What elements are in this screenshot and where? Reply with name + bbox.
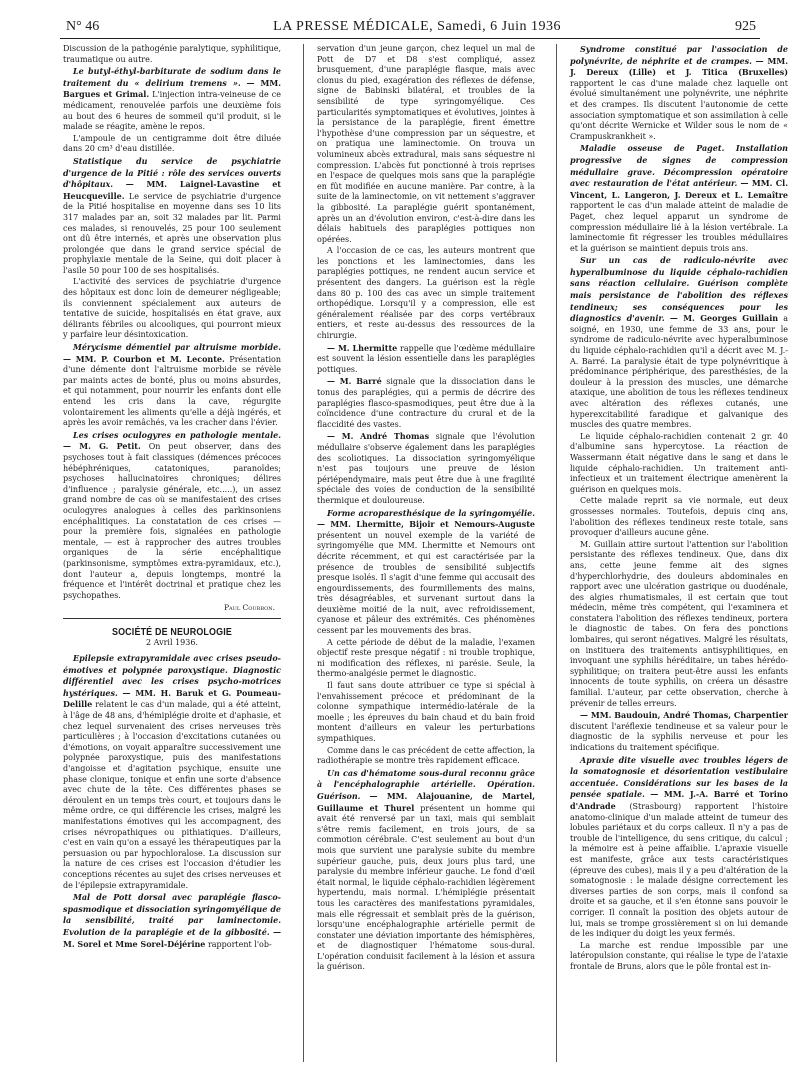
paragraph: Il faut sans doute attribuer ce type si spécial à l'envahissement précoce et prédominant de la colonne sympathique intermédio-latérale de la moelle ; les épreuves du bain chaud et du bain froid montent d'ailleurs en valeur les perturbations sympathiques.	[317, 681, 535, 743]
discussant: — M. André Thomas	[327, 431, 430, 442]
section-date: 2 Avril 1936.	[146, 638, 198, 648]
article-text: discutent l'aréflexie tendineuse et sa valeur pour le diagnostic de la syphilis nerveuse et pour les indications du traitement spécifique.	[570, 721, 788, 752]
article-title: Sur un cas de radiculo-névrite avec hyperalbuminose du liquide céphalo-rachidien sans réaction cellulaire. Guérison complète mais persistance de l'abolition des réflexes tendineux; ses conséquences pour les diagnostics d'avenir.	[570, 255, 788, 324]
article-text: L'injection intra-veineuse de ce médicament, renouvelée parfois une deuxième fois au bout des 6 heures de sommeil qu'il produit, si le malade se réagite, amène le repos.	[63, 90, 281, 132]
paragraph: Discussion de la pathogénie paralytique, syphilitique, traumatique ou autre.	[63, 44, 281, 64]
article-authors: — MM. Alajouanine, de Martel, Guillaume et Thurel	[317, 790, 536, 813]
article-title: Un cas d'hématome sous-dural reconnu grâce à l'encéphalographie artérielle. Opération. Guérison.	[317, 767, 535, 801]
article-title: Syndrome constitué par l'association de polynévrite, de néphrite et de crampes.	[570, 44, 788, 66]
article-authors: — MM. Laignel-Lavastine et Heucqueville.	[63, 179, 281, 201]
paragraph: La marche est rendue impossible par une latéropulsion constante, qui réalise le type de l'ataxie frontale de Bruns, alors que le pôle frontal est in-	[570, 940, 788, 971]
article-authors: — M. Sorel et Mme Sorel-Déjérine	[63, 926, 281, 949]
paragraph: Le liquide céphalo-rachidien contenait 2 gr. 40 d'albumine sans hypercytose. La réaction de Wassermann était négative dans le sang et dans le liquide céphalo-rachidien. Un traitement anti-infectieux et un traitement électrique amenèrent la guérison en quelques mois.	[570, 431, 788, 494]
article-title: Les crises oculogyres en pathologie mentale.	[73, 429, 281, 440]
article-text: rapportent l'ob-	[207, 939, 272, 949]
article-text: présentent un homme qui avait été renversé par un taxi, mais qui semblait s'être remis facilement, en trois jours, de sa commotion cérébrale. C'est seulement au bout d'un mois que survient une paralysie subite du membre supérieur gauche, puis, deux jours plus tard, une paralysie du membre inférieur gauche. Le fond d'œil était normal, le liquide céphalo-rachidien légèrement hypertendu, mais normal. L'hémiplégie présentait tous les caractères des manifestations pyramidales, mais elle régressait et semblait près de la guérison, lorsqu'une encéphalographie artérielle permit de constater une déviation importante des hémisphères, et de diagnostiquer l'hématome sous-dural. L'opération conduisit facilement à la lésion et assura la guérison.	[317, 803, 535, 972]
section-heading: SOCIÉTÉ DE NEUROLOGIE	[111, 625, 233, 638]
article-text: présentent un nouvel exemple de la variété de syringomyélie que MM. Lhermitte et Nemours ont décrite récemment, et qui est caractérisée par la présence de troubles de sensibilité subjectifs presque isolés. Il s'agit d'une femme qui accusait des engourdissements, des fourmillements des mains, très désagréables, et survenant surtout dans la deuxième moitié de la nuit, avec refroidissement, cyanose et pâleur des extrémités. Ces phénomènes cessent par les mouvements des bras.	[317, 530, 535, 636]
article-text: relatent le cas d'un malade, qui a été atteint, à l'âge de 48 ans, d'hémiplégie droite et d'aphasie, et chez lequel survenaient des crises nerveuses très particulières ; à l'occasion d'excitations cutanées ou d'émotions, on voyait apparaître successivement une polypnée paroxystique, puis des manifestations d'angoisse et d'agitation psychique, ensuite une phase clonique, tonique et enfin une sorte d'absence avec chute de la tête. Ces différentes phases se déroulent en un temps très court, et toujours dans le même ordre, ce qui différencie les crises, malgré les manifestations émotives qui les accompagnent, des crises névropathiques ou pithiatiques. D'ailleurs, c'est en vain qu'on a essayé les thérapeutiques par la persuasion ou par hypochloralose. La discussion sur la nature de ces crises est l'occasion d'étudier les conceptions récentes au sujet des crises nerveuses et de l'épilepsie extrapyramidale.	[63, 700, 282, 890]
signature: Paul Courbon.	[223, 603, 275, 613]
page-number: 925	[734, 19, 756, 34]
article-title: Le butyl-éthyl-barbiturate de sodium dans le traitement du « delirium tremens ».	[63, 66, 281, 88]
journal-title: LA PRESSE MÉDICALE, Samedi, 6 Juin 1936	[273, 19, 562, 34]
article-text: rapportent le cas d'une malade chez laquelle ont évolué simultanément une polynévrite, une néphrite et des crampes. Ils discutent l'autonomie de cette association symptomatique et son assimilation à celle qu'ont décrite Wernicke et Wilder sous le nom de « Crampuskrankheit ».	[570, 78, 788, 141]
paragraph: Comme dans le cas précédent de cette affection, la radiothérapie se montre très rapidement efficace.	[317, 745, 535, 766]
article-text: Le service de psychiatrie d'urgence de la Pitié hospitalise en moyenne dans ses 10 lits 317 malades par an, soit 32 malades par lit. Parmi ces malades, si renouvelés, 25 pour 100 seulement ont dû être internés, et après une observation plus prolongée que dans le grand service spécial de prophylaxie mentale de la Seine, qui doit placer à l'asile 50 pour 100 de ses hospitalisés.	[63, 191, 281, 275]
article-authors: — M. G. Petit.	[63, 441, 141, 452]
article-authors: — MM. Cl. Vincent, L. Langeron, J. Dereux et L. Lemaître	[570, 178, 789, 200]
article-text: signale que l'évolution médullaire s'observe également dans les paraplégies des scoliotiques. La dissociation syringomyélique n'est pas toujours une preuve de lésion périépendymaire, mais peut être due à une fragilité spéciale des voies de conduction de la sensibilité thermique et douloureuse.	[317, 432, 535, 505]
article-text: On peut observer, dans des psychoses tout à fait classiques (démences précoces hébéphréniques, catatoniques, paranoïdes; psychoses hallucinatoires chroniques; délires d'influence ; paralysie générale, etc.....), un assez grand nombre de cas où se manifestaient des crises oculogyres analogues à celles des parkinsoniens encéphalitiques. La constatation de ces crises — pour la première fois, signalées en pathologie mentale, — est à rapprocher des autres troubles organiques de la série encéphalitique (parkinsonisme, symptômes extra-pyramidaux, etc.), dont l'auteur a, depuis longtemps, montré la fréquence et l'intérêt doctrinal et pratique chez les psychopathes.	[63, 442, 282, 600]
article-title: Apraxie dite visuelle avec troubles légers de la somatognosie et désorientation vestibulaire accentuée. Considérations sur les bases de la pensée spatiale.	[570, 754, 788, 800]
article-text: signale que la dissociation dans le tonus des paraplégies, qui a permis de décrire des paraplégies flasco-spasmodiques, peut être due à la coïncidence d'une contracture du crural et de la flaccidité des vastes.	[317, 377, 535, 429]
divider	[63, 618, 281, 619]
paragraph: A l'occasion de ce cas, les auteurs montrent que les ponctions et les laminectomies, dans les paraplégies pottiques, ne rendent aucun service et présentent des dangers. La guérison est la règle dans 80 p. 100 des cas avec un simple traitement orthopédique. Lorsqu'il y a compression, elle est généralement réalisée par des corps vertébraux entiers, et reste au-dessus des ressources de la chirurgie.	[317, 246, 535, 341]
article-text: a soigné, en 1930, une femme de 33 ans, pour le syndrome de radiculo-névrite avec hyperalbuminose du liquide céphalo-rachidien qu'il a décrit avec M. J.-A. Barré. La paralysie était de type polynévritique à prédominance périphérique, des paresthésies, de la douleur à la pression des muscles, une démarche ataxique, une abolition de tous les réflexes tendineux avec altération des réflexes cutanés, une hyperexcitabilité faradique et galvanique des muscles des quatre membres.	[570, 314, 789, 430]
article-authors: — MM. P. Courbon et M. Leconte.	[63, 353, 225, 364]
article-title: Statistique du service de psychiatrie d'urgence de la Pitié : rôle des services ouverts d'hôpitaux.	[63, 155, 281, 190]
discussant: — M. Barré	[327, 376, 382, 387]
article-title: Maladie osseuse de Paget. Installation progressive de signes de compression médullaire grave. Décompression opératoire avec restauration de l'état antérieur.	[570, 143, 788, 189]
paragraph: A cette période de début de la maladie, l'examen objectif reste presque négatif : ni trouble trophique, ni modification des réflexes, ni parésie. Seule, la thermo-analgésie permet le diagnostic.	[317, 637, 535, 679]
paragraph: M. Guillain attire surtout l'attention sur l'abolition persistante des réflexes tendineux. Que, dans dix ans, cette jeune femme ait des signes d'hyperchlorhydrie, des douleurs abdominales en rapport avec une ulcération gastrique ou duodénale, des algies rhumatismales, il est certain que tout médecin, même très compétent, qui l'examinera et constatera l'abolition des réflexes tendineux, portera le diagnostic de tabes. On fera des ponctions lombaires, qui seront négatives. Malgré les résultats, on instituera des traitements antisyphilitiques, en invoquant une syphilis héréditaire, un tabes hérédo-syphilitique; on traitera peut-être aussi les enfants innocents de toute syphilis, on créera un désastre familial. L'auteur, par cette observation, cherche à prévenir de telles erreurs.	[570, 539, 788, 708]
article-authors: — MM. Lhermitte, Bijoir et Nemours-Auguste	[317, 519, 535, 530]
article-authors: — MM. H. Baruk et G. Poumeau-Delille	[63, 687, 282, 710]
discussant: — M. Lhermitte	[327, 342, 398, 353]
article-title: Mal de Pott dorsal avec paraplégie flasco-spasmodique et dissociation syringomyélique de la sensibilité, traité par laminectomie. Evolution de la paraplégie et de la gibbosité.	[63, 892, 281, 937]
paragraph: Cette malade reprit sa vie normale, eut deux grossesses normales. Toutefois, depuis cinq ans, l'abolition des réflexes tendineux reste totale, sans provoquer d'ailleurs aucune gêne.	[570, 496, 788, 538]
article-text: Présentation d'une démente dont l'altruisme morbide se révèle par maints actes de bonté, plus ou moins absurdes, et qui notamment, pour nourrir les enfants dont elle entend les cris dans la cave, régurgite volontairement les aliments qu'elle a déjà ingérés, et après les avoir remâchés, va les cracher dans l'évier.	[63, 354, 281, 428]
article-title: Forme acroparesthésique de la syringomyélie.	[327, 507, 535, 518]
column-divider-2	[556, 44, 557, 1062]
column-divider-1	[303, 44, 304, 1062]
column-3	[570, 44, 788, 973]
paragraph: L'ampoule de un centigramme doit être diluée dans 20 cm³ d'eau distillée.	[63, 133, 281, 154]
article-text: (Strasbourg) rapportent l'histoire anatomo-clinique d'un malade atteint de tumeur des lobules pariétaux et du corps calleux. Il n'y a pas de trouble de l'intelligence, du sens critique, du calcul ; la mémoire est à peine affaiblie. L'apraxie visuelle est manifeste, grâce aux tests caractéristiques (épreuve des cubes), mais il y a peu d'altération de la somatognosie : le malade désigne correctement les diverses parties de son corps, mais il confond sa droite et sa gauche, et il s'en étonne sans pouvoir le corriger. Il connaît la position des objets autour de lui, mais se trompe grossièrement si on lui demande de les indiquer du doigt les yeux fermés.	[570, 801, 788, 939]
article-authors: — MM. J. Dereux (Lille) et J. Titica (Bruxelles)	[570, 55, 789, 78]
article-title: Epilepsie extrapyramidale avec crises pseudo-émotives et polypnée paroxystique. Diagnostic différentiel avec les crises psycho-motrices hystériques.	[63, 653, 281, 698]
article-authors: — MM. Bargues et Grimal.	[63, 77, 282, 100]
article-text: rapportent le cas d'un malade atteint de maladie de Paget, chez lequel apparut un syndrome de compression médullaire lié à la lésion vertébrale. La laminectomie fit régresser les troubles médullaires et la guérison se maintient depuis trois ans.	[570, 201, 788, 253]
column-2	[317, 44, 535, 974]
header-rule	[60, 38, 760, 39]
column-1	[63, 44, 281, 951]
article-text: rappelle que l'œdème médullaire est souvent la lésion essentielle dans les paraplégies pottiques.	[317, 343, 536, 374]
discussant: — MM. Baudouin, André Thomas, Charpentier	[580, 710, 788, 721]
paragraph: servation d'un jeune garçon, chez lequel un mal de Pott de D7 et D8 s'est compliqué, assez brusquement, d'une paraplégie flasque, mais avec clonus du pied, exagération des réflexes de défense, signe de Babinski bilatéral, et troubles de la sensibilité de type syringomyélique. Ces particularités symptomatiques et évolutives, jointes à la persistance de la paraplégie, firent émettre l'hypothèse d'une compression par un séquestre, et on pratiqua une laminectomie. On trouva un volumineux abcès extradural, mais sans séquestre ni compression. L'abcès fut ponctionné à trois reprises en l'espace de quelques mois sans que la paraplégie en fût modifiée en aucune manière. Par contre, à la suite de la laminectomie, on vit nettement s'aggraver la gibbosité. La paraplégie guérit spontanément, après un an d'évolution environ, c'est-à-dire dans les délais habituels des paraplégies pottiques non opérées.	[317, 44, 535, 244]
article-authors: — M. Georges Guillain	[669, 313, 779, 324]
issue-number: N° 46	[66, 19, 100, 34]
article-authors: — MM. J.-A. Barré et Torino d'Andrade	[570, 789, 788, 811]
paragraph: L'activité des services de psychiatrie d'urgence des hôpitaux est donc loin de demeurer négligeable; ils conviennent spécialement aux auteurs de tentative de suicide, hospitalisés en état grave, aux délirants fébriles ou alcooliques, qui pourront mieux y parfaire leur désintoxication.	[63, 277, 281, 340]
article-title: Mérycisme démentiel par altruisme morbide.	[73, 342, 281, 353]
